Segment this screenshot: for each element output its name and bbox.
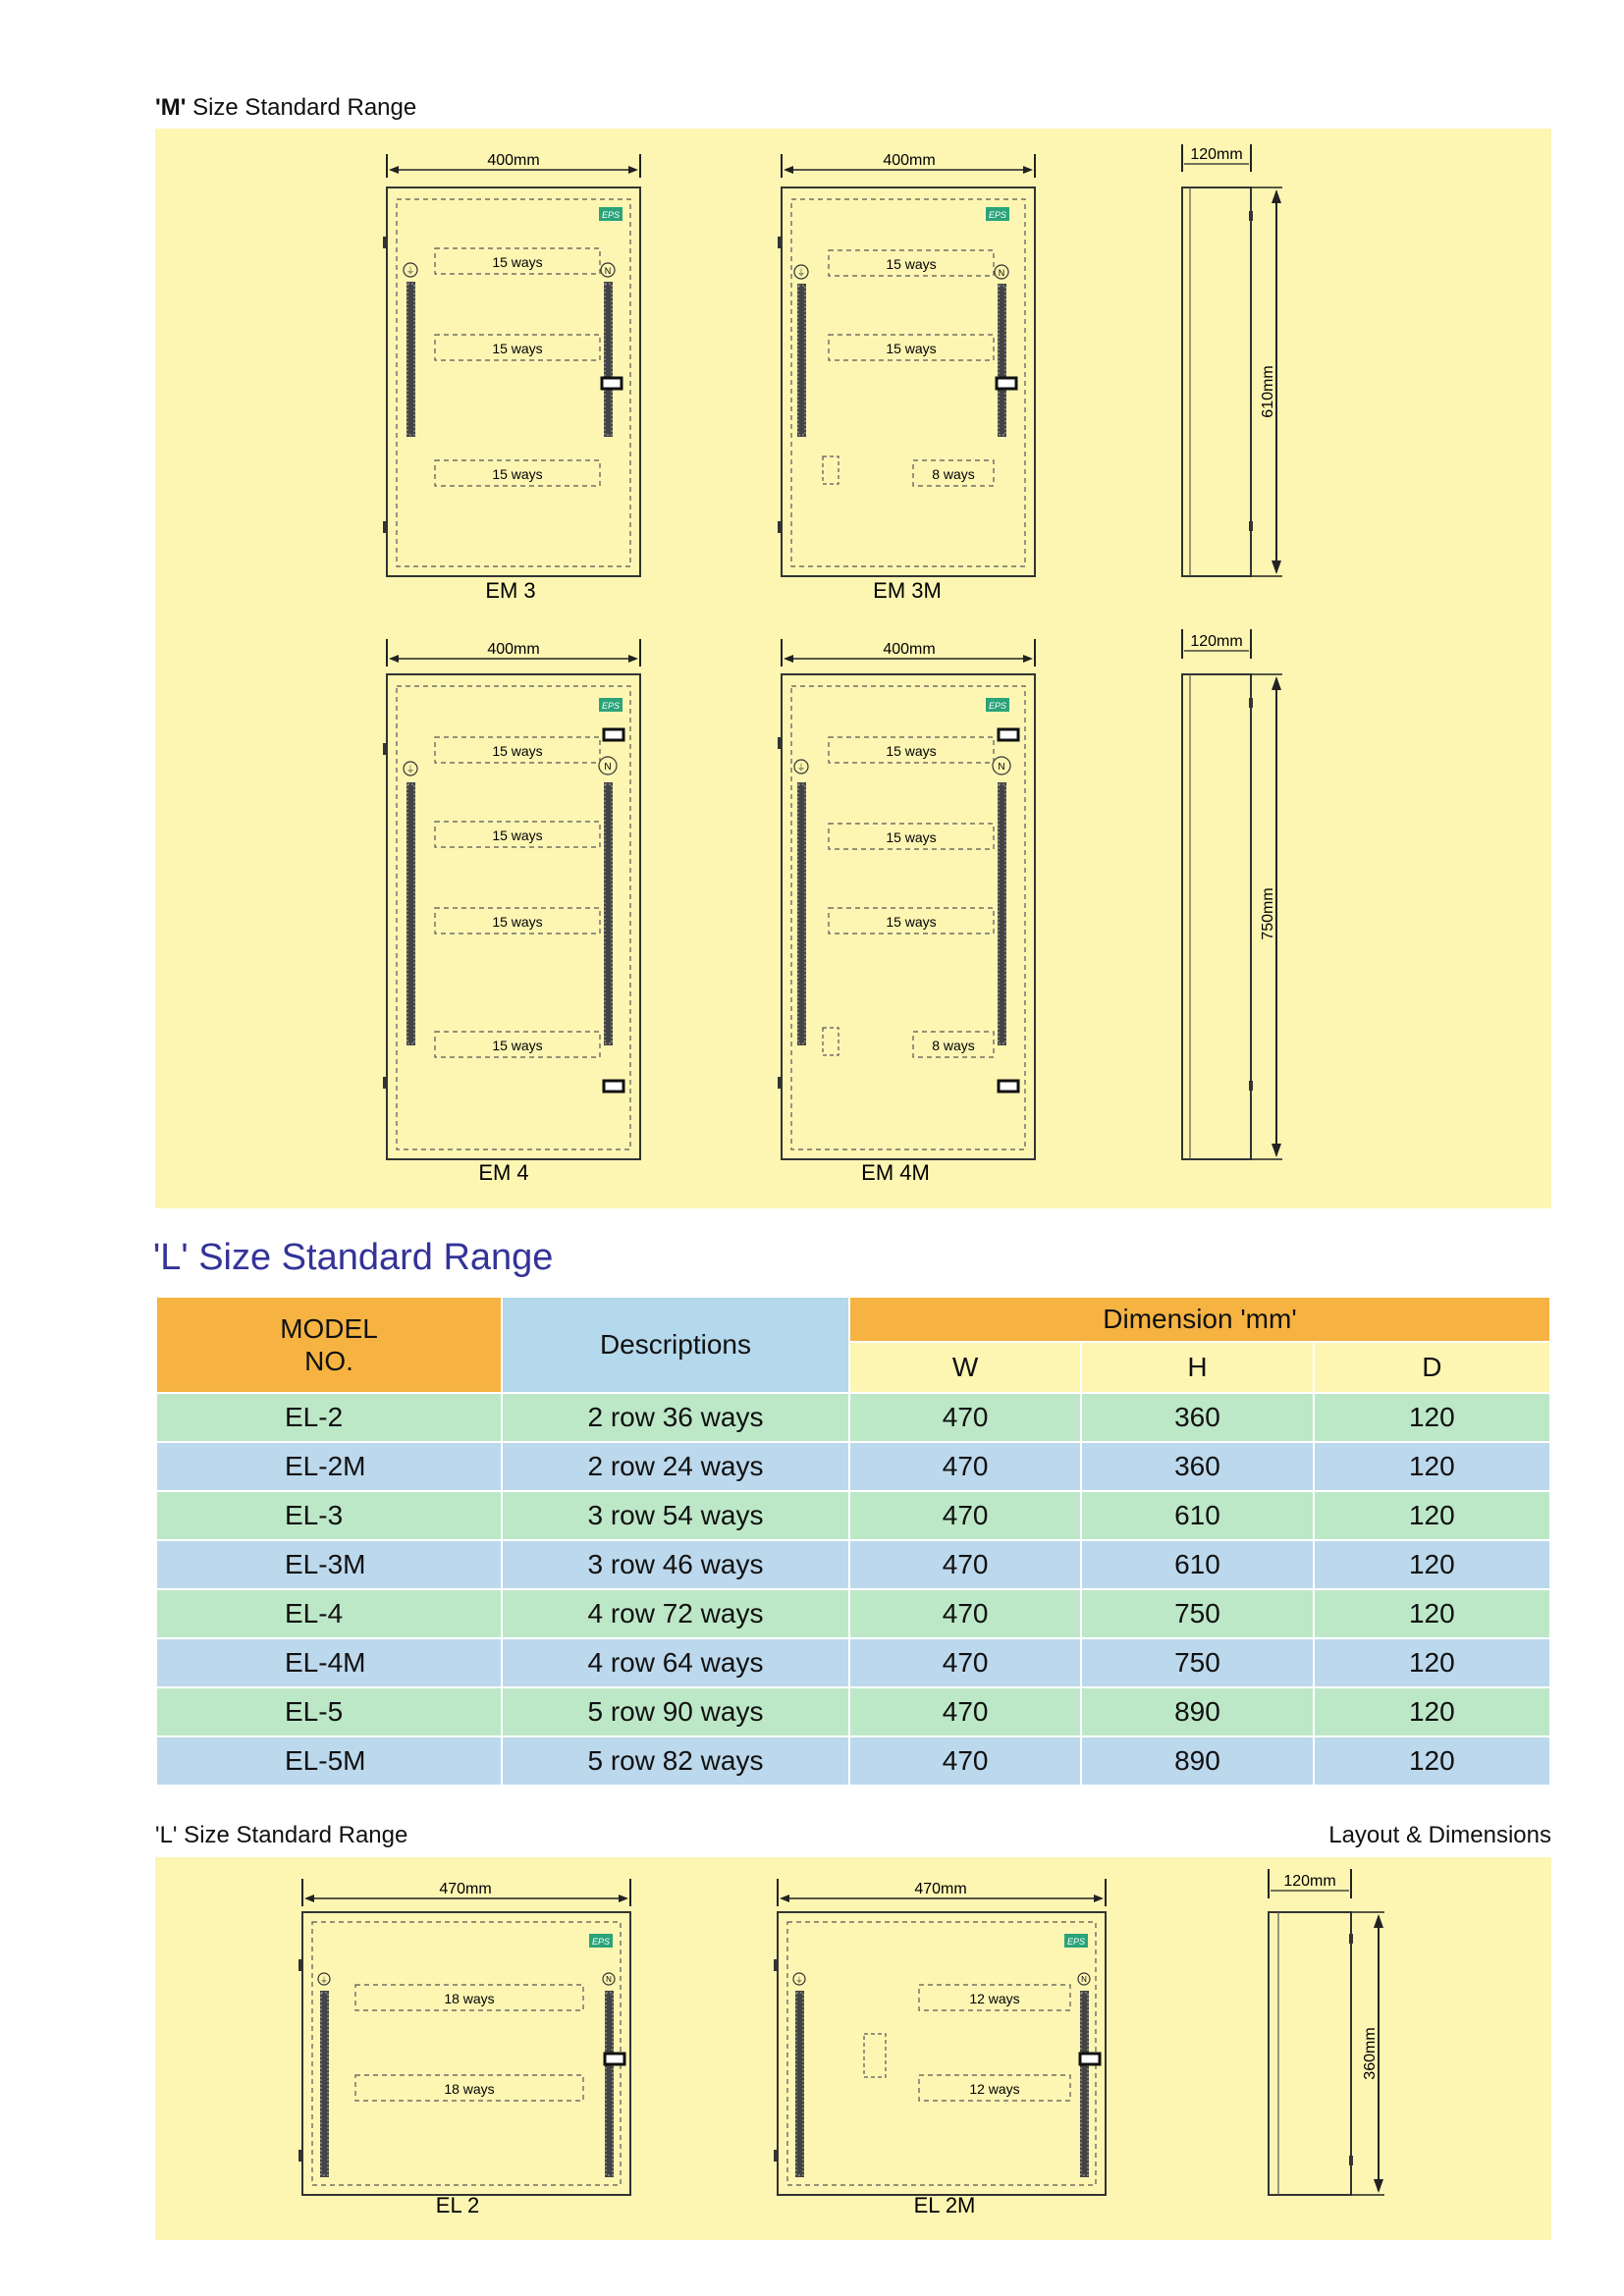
em4m-ways-1: 15 ways bbox=[886, 743, 937, 759]
el2m-ways-1: 12 ways bbox=[969, 1991, 1020, 2006]
el2-badge: EPS bbox=[591, 1937, 611, 1947]
em3m-width-label: 400mm bbox=[883, 152, 936, 169]
em4-caption: EM 4 bbox=[478, 1160, 529, 1185]
em3m-caption: EM 3M bbox=[873, 578, 942, 603]
cell-model: EL-2M bbox=[157, 1443, 501, 1490]
em4m-caption: EM 4M bbox=[861, 1160, 930, 1185]
el2m-badge: EPS bbox=[1066, 1937, 1086, 1947]
em3-badge: EPS bbox=[601, 210, 621, 220]
cell-d: 120 bbox=[1315, 1394, 1549, 1441]
cell-desc: 5 row 90 ways bbox=[503, 1688, 848, 1735]
em3-ways-1: 15 ways bbox=[492, 254, 543, 270]
em3m-ways-1: 15 ways bbox=[886, 256, 937, 272]
cell-d: 120 bbox=[1315, 1443, 1549, 1490]
em4-ways-4: 15 ways bbox=[492, 1038, 543, 1053]
cell-d: 120 bbox=[1315, 1639, 1549, 1686]
cell-model: EL-5 bbox=[157, 1688, 501, 1735]
em4m-ways-3: 15 ways bbox=[886, 914, 937, 930]
cell-model: EL-5M bbox=[157, 1737, 501, 1785]
m-section-label: 'M' Size Standard Range bbox=[155, 94, 417, 121]
side-view-610 bbox=[1182, 144, 1282, 576]
table-row bbox=[157, 1394, 1549, 1441]
em3-earth-icon: ⏚ bbox=[406, 266, 415, 276]
el2-ways-1: 18 ways bbox=[444, 1991, 495, 2006]
em3-neutral-icon: N bbox=[604, 266, 612, 276]
cell-d: 120 bbox=[1315, 1590, 1549, 1637]
table-row bbox=[157, 1688, 1549, 1735]
m-drawings-svg bbox=[155, 129, 1551, 1208]
em4-ways-1: 15 ways bbox=[492, 743, 543, 759]
table-row bbox=[157, 1443, 1549, 1490]
cell-w: 470 bbox=[850, 1737, 1080, 1785]
el2m-neutral-icon: N bbox=[1081, 1975, 1087, 1984]
el2m-ways-2: 12 ways bbox=[969, 2081, 1020, 2097]
cell-w: 470 bbox=[850, 1639, 1080, 1686]
cell-w: 470 bbox=[850, 1394, 1080, 1441]
em3m-ways-2: 15 ways bbox=[886, 341, 937, 356]
table-row bbox=[157, 1639, 1549, 1686]
l-section-label: 'L' Size Standard Range bbox=[155, 1822, 408, 1848]
em4-ways-3: 15 ways bbox=[492, 914, 543, 930]
cell-desc: 5 row 82 ways bbox=[503, 1737, 848, 1785]
header-w: W bbox=[850, 1343, 1080, 1392]
side3-depth-label: 120mm bbox=[1283, 1873, 1336, 1890]
el2m-width-label: 470mm bbox=[914, 1881, 967, 1897]
cell-desc: 3 row 54 ways bbox=[503, 1492, 848, 1539]
cell-h: 750 bbox=[1082, 1590, 1312, 1637]
l-range-table bbox=[155, 1296, 1551, 1787]
em4-drawing bbox=[383, 639, 640, 1185]
cell-h: 610 bbox=[1082, 1492, 1312, 1539]
header-model: MODEL NO. bbox=[157, 1298, 501, 1392]
side1-depth-label: 120mm bbox=[1190, 146, 1243, 163]
el2-width-label: 470mm bbox=[439, 1881, 492, 1897]
cell-d: 120 bbox=[1315, 1688, 1549, 1735]
cell-w: 470 bbox=[850, 1443, 1080, 1490]
l-range-title: 'L' Size Standard Range bbox=[153, 1237, 554, 1278]
side2-height-label: 750mm bbox=[1260, 887, 1276, 940]
em3-width-label: 400mm bbox=[487, 152, 540, 169]
side-view-750 bbox=[1182, 629, 1282, 1159]
em4-neutral-icon: N bbox=[604, 762, 612, 773]
el2m-caption: EL 2M bbox=[913, 2193, 976, 2217]
cell-w: 470 bbox=[850, 1590, 1080, 1637]
em4-width-label: 400mm bbox=[487, 641, 540, 658]
em4m-badge: EPS bbox=[988, 701, 1007, 711]
cell-h: 890 bbox=[1082, 1737, 1312, 1785]
em3-drawing bbox=[383, 152, 640, 603]
el2-earth-icon: ⏚ bbox=[320, 1976, 328, 1985]
em4m-ways-4: 8 ways bbox=[932, 1038, 975, 1053]
em4-ways-2: 15 ways bbox=[492, 828, 543, 843]
el2m-earth-icon: ⏚ bbox=[795, 1976, 803, 1985]
side2-depth-label: 120mm bbox=[1190, 633, 1243, 650]
el2-ways-2: 18 ways bbox=[444, 2081, 495, 2097]
em4m-width-label: 400mm bbox=[883, 641, 936, 658]
cell-w: 470 bbox=[850, 1541, 1080, 1588]
cell-desc: 2 row 36 ways bbox=[503, 1394, 848, 1441]
em3m-drawing bbox=[778, 152, 1035, 603]
cell-h: 610 bbox=[1082, 1541, 1312, 1588]
em4m-neutral-icon: N bbox=[998, 762, 1005, 773]
em3m-neutral-icon: N bbox=[998, 268, 1005, 278]
header-dimension: Dimension 'mm' bbox=[850, 1298, 1549, 1341]
header-descriptions: Descriptions bbox=[503, 1298, 848, 1392]
cell-d: 120 bbox=[1315, 1541, 1549, 1588]
cell-model: EL-2 bbox=[157, 1394, 501, 1441]
cell-w: 470 bbox=[850, 1688, 1080, 1735]
el2-neutral-icon: N bbox=[606, 1975, 612, 1984]
table-row bbox=[157, 1541, 1549, 1588]
cell-model: EL-3 bbox=[157, 1492, 501, 1539]
side-view-360 bbox=[1269, 1869, 1384, 2195]
l-drawings-panel bbox=[155, 1857, 1551, 2240]
cell-h: 360 bbox=[1082, 1443, 1312, 1490]
l-drawings-svg bbox=[155, 1857, 1551, 2240]
em4-badge: EPS bbox=[601, 701, 621, 711]
em4m-drawing bbox=[778, 639, 1035, 1185]
cell-model: EL-3M bbox=[157, 1541, 501, 1588]
cell-d: 120 bbox=[1315, 1737, 1549, 1785]
em3m-earth-icon: ⏚ bbox=[796, 268, 806, 278]
em4m-earth-icon: ⏚ bbox=[796, 763, 806, 773]
header-d: D bbox=[1315, 1343, 1549, 1392]
cell-h: 890 bbox=[1082, 1688, 1312, 1735]
em3m-ways-3: 8 ways bbox=[932, 466, 975, 482]
cell-h: 360 bbox=[1082, 1394, 1312, 1441]
el2-drawing bbox=[298, 1879, 630, 2217]
header-h: H bbox=[1082, 1343, 1312, 1392]
side3-height-label: 360mm bbox=[1362, 2027, 1379, 2080]
m-drawings-panel bbox=[155, 129, 1551, 1208]
em3-ways-3: 15 ways bbox=[492, 466, 543, 482]
cell-w: 470 bbox=[850, 1492, 1080, 1539]
el2-caption: EL 2 bbox=[435, 2193, 480, 2217]
em3m-badge: EPS bbox=[988, 210, 1007, 220]
table-row bbox=[157, 1492, 1549, 1539]
cell-desc: 4 row 72 ways bbox=[503, 1590, 848, 1637]
cell-h: 750 bbox=[1082, 1639, 1312, 1686]
em4m-ways-2: 15 ways bbox=[886, 829, 937, 845]
table-row bbox=[157, 1590, 1549, 1637]
el2m-drawing bbox=[774, 1879, 1106, 2217]
cell-desc: 3 row 46 ways bbox=[503, 1541, 848, 1588]
cell-d: 120 bbox=[1315, 1492, 1549, 1539]
em3-caption: EM 3 bbox=[485, 578, 536, 603]
table-row bbox=[157, 1737, 1549, 1785]
side1-height-label: 610mm bbox=[1260, 365, 1276, 418]
layout-dimensions-label: Layout & Dimensions bbox=[1328, 1822, 1551, 1848]
cell-model: EL-4 bbox=[157, 1590, 501, 1637]
cell-desc: 4 row 64 ways bbox=[503, 1639, 848, 1686]
em4-earth-icon: ⏚ bbox=[406, 765, 415, 774]
cell-desc: 2 row 24 ways bbox=[503, 1443, 848, 1490]
cell-model: EL-4M bbox=[157, 1639, 501, 1686]
em3-ways-2: 15 ways bbox=[492, 341, 543, 356]
